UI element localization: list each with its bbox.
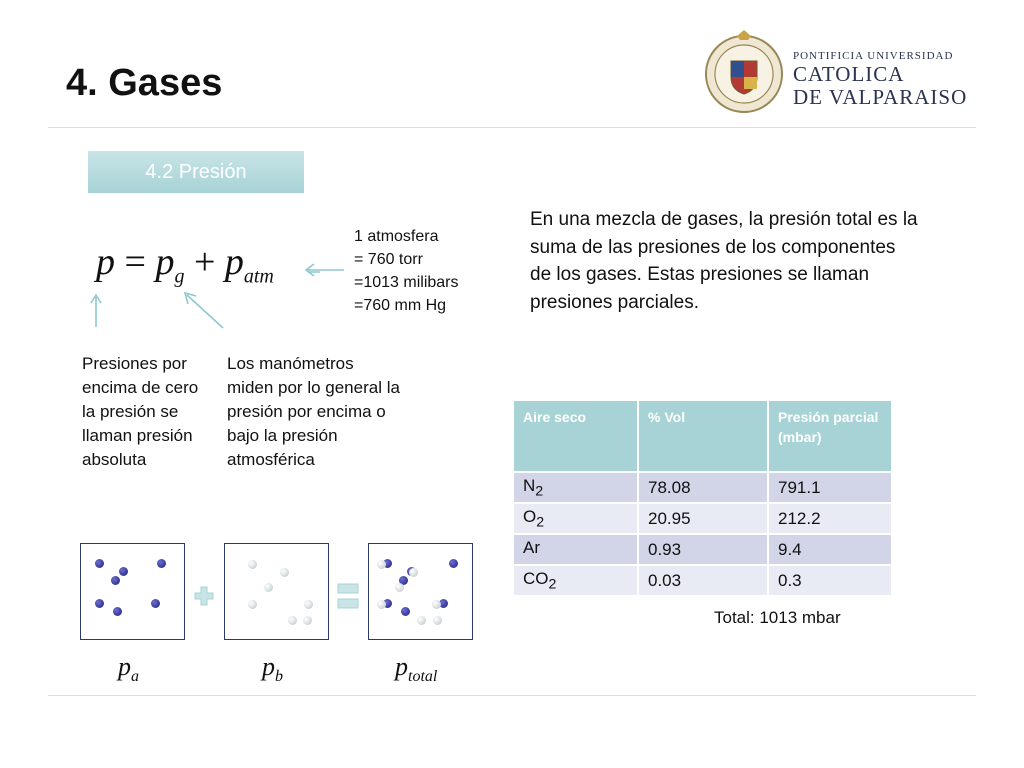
header-cell: Aire seco: [513, 400, 638, 472]
label-pa-p: p: [118, 652, 131, 681]
gas-a-container: [80, 543, 185, 640]
formula-p: p: [96, 241, 115, 283]
header-cell: % Vol: [638, 400, 768, 472]
unit-line: = 760 torr: [354, 251, 423, 268]
logo-line-1: PONTIFICIA UNIVERSIDAD: [793, 50, 954, 62]
gas-name: N: [523, 475, 536, 495]
arrow-left-icon: [302, 262, 348, 278]
label-pa: [118, 652, 139, 686]
section-label: 4.2 Presión: [88, 151, 304, 193]
particle-b: [248, 600, 257, 609]
label-pb: [262, 652, 283, 686]
particle-a: [95, 559, 104, 568]
vol-cell: 78.08: [638, 472, 768, 503]
dry-air-table: [512, 399, 893, 597]
unit-line: =760 mm Hg: [354, 297, 447, 314]
particle-b: [303, 616, 312, 625]
gas-cell: [513, 503, 638, 534]
absolute-pressure-note: Presiones por encima de cero la presión se llaman presión absoluta: [82, 354, 199, 469]
unit-line: 1 atmosfera: [354, 228, 439, 245]
formula-equals: =: [115, 241, 156, 283]
gas-name: Ar: [523, 537, 540, 557]
label-ptotal-sub: total: [408, 668, 438, 686]
label-pa-sub: a: [131, 668, 139, 686]
vol-cell: 0.03: [638, 565, 768, 596]
particle-a: [449, 559, 458, 568]
gas-b-container: [224, 543, 329, 640]
gas-subscript: 2: [536, 514, 545, 531]
pressure-cell: 791.1: [768, 472, 892, 503]
particle-a: [111, 576, 120, 585]
label-ptotal-p: p: [395, 652, 408, 681]
university-name: [793, 50, 967, 108]
university-seal-icon: [703, 28, 785, 116]
particle-a: [95, 599, 104, 608]
logo-line-2: CATOLICA: [793, 62, 905, 86]
formula-pg: p: [155, 241, 175, 283]
particle-a: [151, 599, 160, 608]
pressure-cell: 212.2: [768, 503, 892, 534]
gas-total-container: [368, 543, 473, 640]
particle-b: [409, 568, 418, 577]
table-row: [513, 565, 892, 596]
atmosphere-equivalents: [354, 225, 459, 317]
formula-pg-sub: g: [174, 265, 185, 288]
particle-b: [432, 600, 441, 609]
vol-cell: 0.93: [638, 534, 768, 565]
particle-b: [304, 600, 313, 609]
particle-a: [119, 567, 128, 576]
arrow-diagonal-icon: [187, 295, 223, 328]
pressure-cell: 9.4: [768, 534, 892, 565]
particle-b: [417, 616, 426, 625]
label-pb-sub: b: [275, 668, 283, 686]
gauge-pressure-note: Los manómetros miden por lo general la presión por encima o bajo la presión atmosférica: [227, 354, 400, 469]
header-divider: [48, 127, 976, 128]
footer-divider: [48, 695, 976, 696]
particle-a: [401, 607, 410, 616]
logo-line-3: DE VALPARAISO: [793, 85, 968, 109]
formula-plus: +: [184, 241, 225, 283]
particle-b: [433, 616, 442, 625]
pressure-cell: 0.3: [768, 565, 892, 596]
vol-cell: 20.95: [638, 503, 768, 534]
particle-b: [288, 616, 297, 625]
gas-cell: [513, 534, 638, 565]
table-row: [513, 534, 892, 565]
header-cell: Presión parcial (mbar): [768, 400, 892, 472]
partial-pressure-paragraph: En una mezcla de gases, la presión total es la suma de las presiones de los componentes de los gases. Estas presiones se llaman presiones parciales.: [530, 209, 918, 313]
table-row: [513, 503, 892, 534]
gas-subscript: 2: [535, 483, 544, 500]
particle-a: [157, 559, 166, 568]
label-pb-p: p: [262, 652, 275, 681]
gas-subscript: 2: [548, 576, 557, 593]
particle-b: [377, 600, 386, 609]
label-ptotal: [395, 652, 437, 686]
particle-b: [248, 560, 257, 569]
gas-cell: [513, 472, 638, 503]
particle-a: [113, 607, 122, 616]
formula-patm: p: [224, 241, 244, 283]
gas-name: CO: [523, 568, 549, 588]
annotation-arrows: [80, 255, 320, 335]
plus-icon: [194, 586, 214, 606]
particle-b: [264, 583, 273, 592]
gas-name: O: [523, 506, 537, 526]
table-row: [513, 472, 892, 503]
particle-b: [377, 560, 386, 569]
total-pressure: Total: 1013 mbar: [714, 608, 841, 627]
slide-title: 4. Gases: [66, 62, 223, 104]
table-header-row: [513, 400, 892, 472]
gas-cell: [513, 565, 638, 596]
formula-patm-sub: atm: [243, 265, 274, 288]
particle-b: [395, 583, 404, 592]
unit-line: =1013 milibars: [354, 274, 459, 291]
equals-icon: [337, 582, 359, 610]
particle-b: [280, 568, 289, 577]
